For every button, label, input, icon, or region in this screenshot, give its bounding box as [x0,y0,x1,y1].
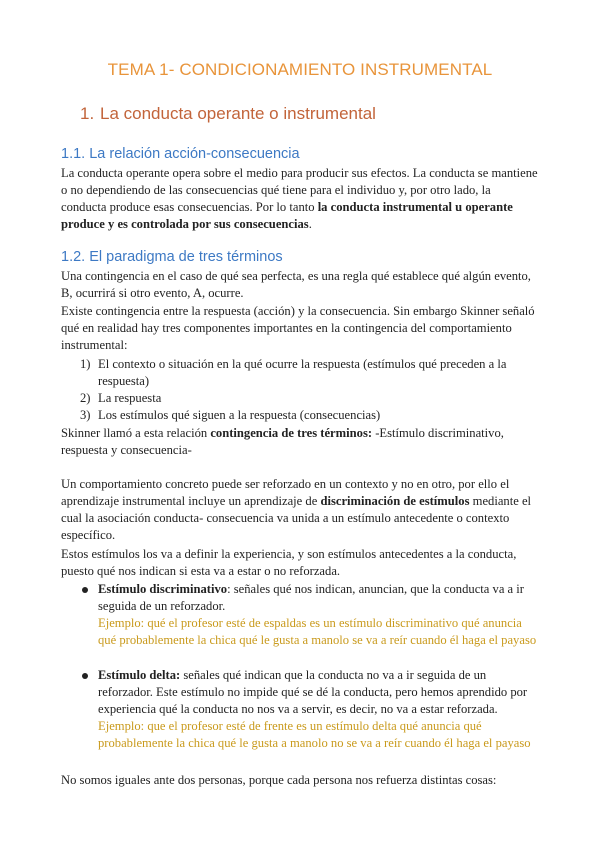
subsection-heading-1-2: 1.2. El paradigma de tres términos [61,249,283,265]
bullet-icon [82,673,88,679]
list-item: El contexto o situación en la qué ocurre la respuesta (estímulos qué preceden a la respuesta) [98,357,507,388]
section-title: La conducta operante o instrumental [100,104,376,123]
document-title: TEMA 1- CONDICIONAMIENTO INSTRUMENTAL [107,60,493,79]
list-item: Los estímulos qué siguen a la respuesta (consecuencias) [98,408,381,422]
bullet-text: señales qué indican que la conducta no va a ir seguida de un reforzador. Este estímulo no impide qué se dé la conducta, pero hemos aprendido por experiencia qué la conducta no nos va a servir, es decir, no va a estar reforzada. [98,668,528,716]
paragraph-accion-consecuencia [61,165,539,233]
paragraph-estimulos-antecedentes: Estos estímulos los va a definir la experiencia, y son estímulos antecedentes a la conducta, puesto qué nos indican si esta va a estar o no reforzada. [61,547,517,578]
paragraph-personas: No somos iguales ante dos personas, porque cada persona nos refuerza distintas cosas: [61,773,497,787]
bold-text: la conducta instrumental u operante produce y es controlada por sus consecuencias [61,200,513,231]
bold-term: Estímulo delta: [98,668,181,682]
list-item: La respuesta [98,391,162,405]
paragraph-skinner-componentes: Existe contingencia entre la respuesta (acción) y la consecuencia. Sin embargo Skinner señaló qué en realidad hay tres componentes importantes en la contingencia del comportamiento instrumental: [61,304,535,352]
bullet-text: : señales qué nos indican, anuncian, que la conducta va a ir seguida de un reforzador. [98,582,524,613]
paragraph-tres-terminos [61,425,539,459]
bold-text: discriminación de estímulos [320,494,470,508]
bullet-icon [82,587,88,593]
bullet-item-discriminativo [98,581,538,615]
example-delta: Ejemplo: que el profesor esté de frente es un estímulo delta qué anuncia qué probablemente la chica qué le gusta a manolo no se va a reír cuando él haga el payaso [98,719,531,750]
paragraph-text: La conducta operante opera sobre el medio para producir sus efectos. La conducta se mantiene o no dependiendo de las consecuencias qué tiene para el individuo y, por otro lado, la conducta produce esas consecuencias. Por lo tanto [61,166,538,214]
paragraph-text-end: . [308,217,312,231]
bold-text: contingencia de tres términos: [210,426,373,440]
paragraph-text-end: mediante el cual la asociación conducta- consecuencia va unida a un estímulo antecedente o contexto específico. [61,494,532,542]
paragraph-contingencia: Una contingencia en el caso de qué sea perfecta, es una regla qué establece qué algún evento, B, ocurrirá si otro evento, A, ocurre. [61,269,531,300]
paragraph-text: Un comportamiento concreto puede ser reforzado en un contexto y no en otro, por ello el aprendizaje instrumental incluye un aprendizaje de [61,477,510,508]
section-heading-1 [80,104,376,124]
example-discriminativo: Ejemplo: qué el profesor esté de espaldas es un estímulo discriminativo qué anuncia qué probablemente la chica qué le gusta a manolo se va a reír cuando él haga el payaso [98,616,537,647]
bullet-item-delta [98,667,538,718]
paragraph-text-end: -Estímulo discriminativo, respuesta y consecuencia- [61,426,504,457]
list-number: 3) [80,408,91,422]
list-number: 1) [80,357,91,371]
paragraph-text: Skinner llamó a esta relación [61,426,211,440]
list-number: 2) [80,391,91,405]
paragraph-discriminacion [61,476,539,544]
subsection-heading-1-1: 1.1. La relación acción-consecuencia [61,146,300,162]
bold-term: Estímulo discriminativo [98,582,228,596]
section-number: 1. [80,104,95,123]
